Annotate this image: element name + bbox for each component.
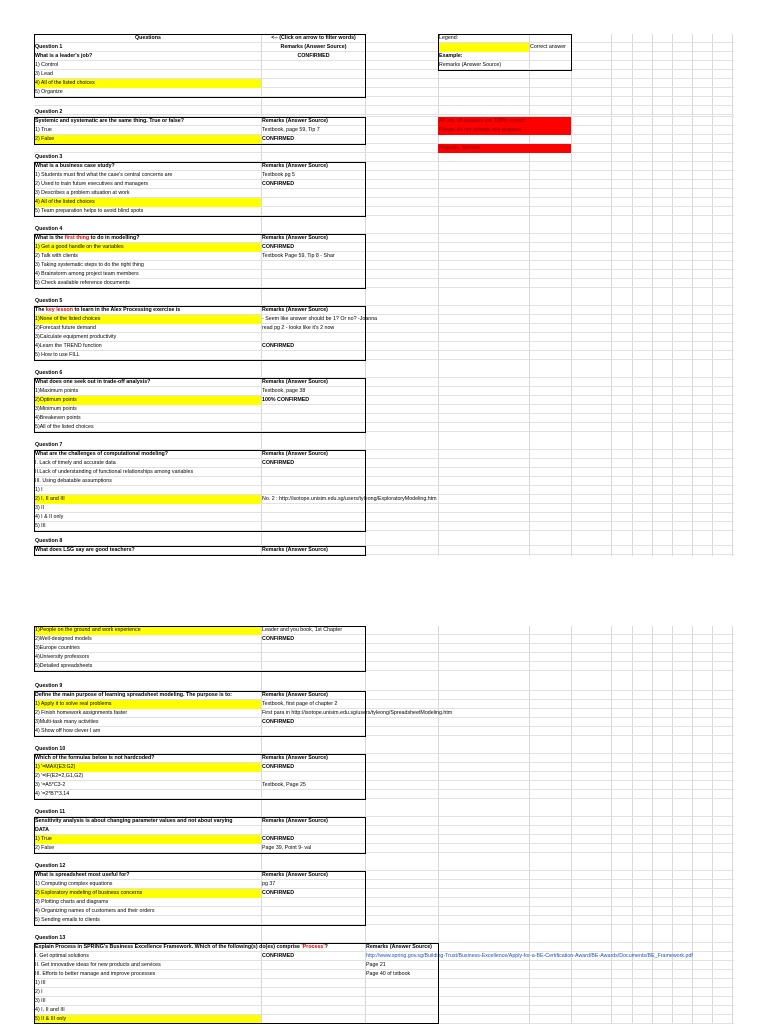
remark-link[interactable]: http://www.spring.gov.sg/Building-Trust/Business-Excellence/Apply-for-a-BE-Certification-Award/BE-Awards/Documents/BE_Framework.pdf xyxy=(366,953,693,959)
option: 4) I & II only xyxy=(35,514,64,520)
remark: CONFIRMED xyxy=(262,136,295,142)
remark: CONFIRMED xyxy=(262,890,295,896)
option: 3) II xyxy=(35,505,45,511)
option: 1) I xyxy=(35,487,43,493)
question-text: What does LSG say are good teachers? xyxy=(35,547,135,553)
questions-header: Questions xyxy=(135,35,161,41)
option: 2) Used to train future executives and managers xyxy=(35,181,149,187)
statement: I. Lack of timely and accurate data xyxy=(35,460,116,466)
question-title: Question 12 xyxy=(35,863,66,869)
remark: CONFIRMED xyxy=(262,764,295,770)
remarks-header: Remarks (Answer Source) xyxy=(262,235,328,241)
remark-link[interactable]: No. 2 : http://isotope.unisim.edu.sg/users/tyleong/ExploratoryModeling.htm xyxy=(262,496,437,502)
question-text: What is spreadsheet most useful for? xyxy=(35,872,130,878)
remark: CONFIRMED xyxy=(262,343,295,349)
question-title: Question 9 xyxy=(35,683,63,689)
statement: III. Using debatable assumptions xyxy=(35,478,112,484)
option-correct: 1) Get a good handle on the variables xyxy=(34,243,261,252)
remark: CONFIRMED xyxy=(262,460,295,466)
option: 2) False xyxy=(35,845,55,851)
remark: Page 40 of txtbook xyxy=(366,971,411,977)
question-text: What does one seek out in trade-off analysis? xyxy=(35,379,151,385)
option: 1) III xyxy=(35,980,46,986)
option: 3) '=A5*C3-2 xyxy=(35,782,66,788)
question-title: Question 2 xyxy=(35,109,63,115)
remarks-header: Remarks (Answer Source) xyxy=(262,451,328,457)
note-warning: All not, all answers are 100% correct xyxy=(438,117,571,126)
remark: Textbook, page 59, Tip 7 xyxy=(262,127,320,133)
remark: CONFIRMED xyxy=(262,953,295,959)
question-text: What is a business case study? xyxy=(35,163,115,169)
option: 1)Maximum points xyxy=(35,388,79,394)
question-text: Explain Process in SPRING's Business Excellence Framework. Which of the following(s) do(es) comprise 'Process'? xyxy=(35,944,328,950)
option-correct: 5) II & III only xyxy=(34,1015,261,1024)
option: 4) '=2*B7*3.14 xyxy=(35,791,70,797)
option-correct: 2) False xyxy=(34,135,261,144)
remark: Textbook, page 38 xyxy=(262,388,306,394)
question-title: Question 11 xyxy=(35,809,66,815)
option: 3) Plotting charts and diagrams xyxy=(35,899,109,905)
option: 2)Well-designed models xyxy=(35,636,92,642)
option: 5)Detailed spreadsheets xyxy=(35,663,93,669)
remark: pg 37 xyxy=(262,881,276,887)
question-text: The key lesson to learn in the Alex Processing exercise is xyxy=(35,307,181,313)
option: 3) Describes a problem situation at work xyxy=(35,190,130,196)
option: 1) Students must find what the case's central concerns are xyxy=(35,172,173,178)
option: 4)University professors xyxy=(35,654,90,660)
filter-note[interactable]: <-- (Click on arrow to filter words) xyxy=(271,35,356,41)
question-text: Define the main purpose of learning spreadsheet modeling. The purpose is to: xyxy=(35,692,232,698)
option: 5)All of the listed choices xyxy=(35,424,94,430)
remarks-header: Remarks (Answer Source) xyxy=(262,872,328,878)
statement: I. Get optimal solutions xyxy=(35,953,89,959)
option: 2) '=IF(E2=2,G1,G2) xyxy=(35,773,84,779)
remark: Textbook, Page 25 xyxy=(262,782,306,788)
remark: CONFIRMED xyxy=(262,244,295,250)
legend-correct-answer: Correct answer xyxy=(530,44,566,50)
question-text: What is a leader's job? xyxy=(35,53,93,59)
remarks-header: Remarks (Answer Source) xyxy=(262,163,328,169)
remarks-header: Remarks (Answer Source) xyxy=(280,44,347,50)
remark: CONFIRMED xyxy=(262,636,295,642)
option: 5) III xyxy=(35,523,46,529)
option-correct: 4) All of the listed choices xyxy=(34,198,261,207)
header-row xyxy=(34,34,734,43)
option: 1) Control xyxy=(35,62,59,68)
remarks-header: Remarks (Answer Source) xyxy=(366,944,432,950)
statement: II. Get innovative ideas for new products and services xyxy=(35,962,161,968)
remarks-header: Remarks (Answer Source) xyxy=(262,818,328,824)
question-title: Question 8 xyxy=(35,538,63,544)
option: 3) Lead xyxy=(35,71,53,77)
remark: Textbook Page 59, Tip 8 - Shar xyxy=(262,253,335,259)
option: 5) Check available reference documents xyxy=(35,280,130,286)
remark: CONFIRMED xyxy=(262,181,295,187)
spreadsheet-page-2 xyxy=(34,626,734,1024)
remarks-header: Remarks (Answer Source) xyxy=(262,692,328,698)
legend-label: Legend: xyxy=(439,35,459,41)
option-correct: 1)People on the ground and work experience xyxy=(34,626,261,635)
option: 5) How to use FILL xyxy=(35,352,80,358)
legend-swatch xyxy=(438,43,529,52)
option-correct: 2)Optimum points xyxy=(34,396,261,405)
option: 2) Talk with clients xyxy=(35,253,78,259)
question-text: Sensitivity analysis is about changing parameter values and not about varying xyxy=(35,818,233,824)
remarks-header: Remarks (Answer Source) xyxy=(262,307,328,313)
option: 3) III xyxy=(35,998,46,1004)
question-text: What are the challenges of computational modeling? xyxy=(35,451,169,457)
question-title: Question 7 xyxy=(35,442,63,448)
remark: Textbook, first page of chapter 2 xyxy=(262,701,338,707)
option: 2) I xyxy=(35,989,43,995)
question-text: Systemic and systematic are the same thing. True or false? xyxy=(35,118,184,124)
question-title: Question 4 xyxy=(35,226,63,232)
option-correct: 4) All of the listed choices xyxy=(34,79,261,88)
remark: Textbook pg 5 xyxy=(262,172,295,178)
option-correct: 1) True xyxy=(34,835,261,844)
question-text: What is the first thing to do in modelling? xyxy=(35,235,140,241)
option: 5) Sending emails to clients xyxy=(35,917,100,923)
option: 4) Show off how clever I am xyxy=(35,728,101,734)
option: 1) Computing complex equations xyxy=(35,881,113,887)
option: 4) Brainstorm among project team members xyxy=(35,271,139,277)
option-correct: 1) '=MAX(E3:G2) xyxy=(34,763,261,772)
option: 2) Finish homework assignments faster xyxy=(35,710,128,716)
remark: CONFIRMED xyxy=(297,53,330,59)
statement: III. Efforts to better manage and improve processes xyxy=(35,971,156,977)
remarks-header: Remarks (Answer Source) xyxy=(262,379,328,385)
option: 4)Breakeven points xyxy=(35,415,81,421)
question-title: Question 1 xyxy=(35,44,63,50)
option: 1) True xyxy=(35,127,52,133)
question-text: Which of the formulas below is not hardcoded? xyxy=(35,755,155,761)
question-text-cont: DATA xyxy=(35,827,49,833)
question-title: Question 13 xyxy=(35,935,66,941)
option: 4)Learn the TREND function xyxy=(35,343,102,349)
option: 3)Multi-task many activities xyxy=(35,719,99,725)
option: 5) Team preparation helps to avoid blind spots xyxy=(35,208,144,214)
remark: Page 39, Point 9- val xyxy=(262,845,312,851)
remark: 100% CONFIRMED xyxy=(262,397,310,403)
option: 4) Organizing names of customers and their orders xyxy=(35,908,155,914)
remarks-header: Remarks (Answer Source) xyxy=(262,118,328,124)
remark: CONFIRMED xyxy=(262,719,295,725)
option: 2)Forecast future demand xyxy=(35,325,96,331)
remark: Leader and you book, 1st Chapter xyxy=(262,627,343,633)
remarks-header: Remarks (Answer Source) xyxy=(262,755,328,761)
note-warning: Please do not change any answers xyxy=(438,126,571,135)
option-correct: 1)None of the listed choices xyxy=(34,315,261,324)
remark: First para in http://isotope.unisim.edu.sg/users/tyleong/SpreadsheetModeling.htm xyxy=(262,710,453,716)
question-title: Question 6 xyxy=(35,370,63,376)
statement: II.Lack of understanding of functional relationships among variables xyxy=(35,469,194,475)
option: 5) Organize xyxy=(35,89,63,95)
legend-example: Example: xyxy=(439,53,463,59)
question-title: Question 10 xyxy=(35,746,66,752)
remark: Page 21 xyxy=(366,962,386,968)
option: 3)Calculate equipment productivity xyxy=(35,334,117,340)
remark: - Seem like answer should be 1? Or no? -Joanna xyxy=(262,316,378,322)
option: 3) Taking systematic steps to do the right thing xyxy=(35,262,144,268)
question-title: Question 3 xyxy=(35,154,63,160)
option-correct: 2) Exploratory modeling of business concerns xyxy=(34,889,261,898)
legend-example-value: Remarks (Answer Source) xyxy=(439,62,502,68)
option: 3)Europe countries xyxy=(35,645,80,651)
remark: CONFIRMED xyxy=(262,836,295,842)
option: 3)Minimum points xyxy=(35,406,77,412)
option-correct: 2) I, II and III xyxy=(34,495,261,504)
remark: read pg 2 - looks like it's 2 now xyxy=(262,325,335,331)
note-signature: Regards, Michael xyxy=(438,144,571,153)
remarks-header: Remarks (Answer Source) xyxy=(262,547,328,553)
option-correct: 1) Apply it to solve real problems xyxy=(34,700,261,709)
question-title: Question 5 xyxy=(35,298,63,304)
option: 4) I, II and III xyxy=(35,1007,65,1013)
spreadsheet-page-1 xyxy=(34,34,734,556)
